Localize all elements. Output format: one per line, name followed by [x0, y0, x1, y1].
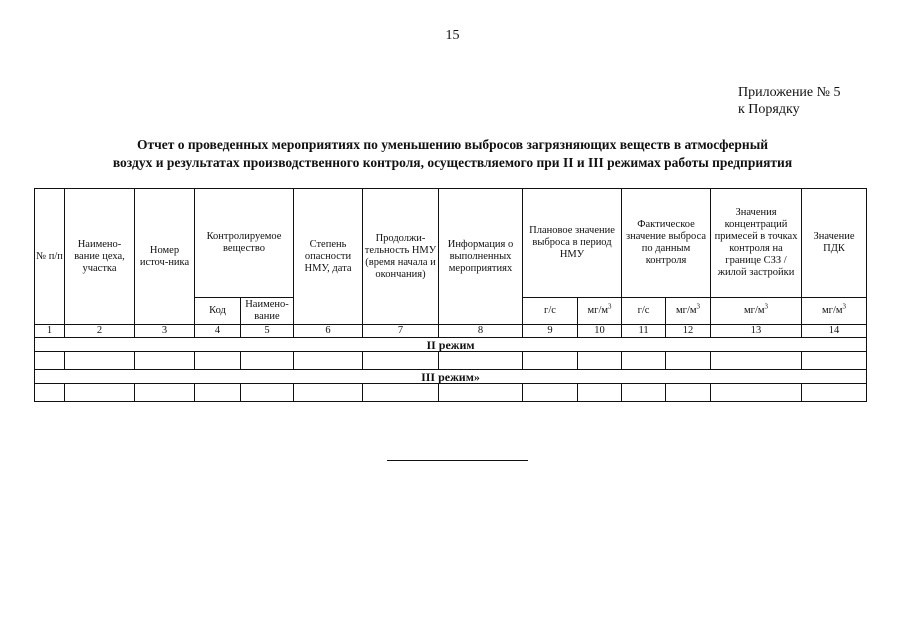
empty-cell	[622, 352, 666, 370]
empty-cell	[294, 352, 363, 370]
header-num: № п/п	[35, 189, 65, 325]
subheader-substance-name: Наимено-вание	[241, 298, 294, 325]
report-title	[40, 136, 865, 172]
empty-cell	[578, 384, 622, 402]
empty-cell	[65, 352, 135, 370]
empty-cell	[195, 384, 241, 402]
column-number: 1	[35, 325, 65, 338]
header-row	[35, 189, 867, 298]
empty-cell	[711, 384, 802, 402]
column-number: 2	[65, 325, 135, 338]
header-duration: Продолжи-тельность НМУ (время начала и окончания)	[363, 189, 439, 325]
empty-cell	[135, 384, 195, 402]
header-hazard-level: Степень опасности НМУ, дата	[294, 189, 363, 325]
header-source-number: Номер источ-ника	[135, 189, 195, 325]
header-controlled-substance: Контролируемое вещество	[195, 189, 294, 298]
column-number: 13	[711, 325, 802, 338]
unit-text: мг/м	[744, 305, 765, 316]
appendix-reference	[738, 84, 841, 118]
column-number: 4	[195, 325, 241, 338]
column-number: 6	[294, 325, 363, 338]
page-number: 15	[445, 28, 460, 43]
column-number: 12	[666, 325, 711, 338]
empty-cell	[294, 384, 363, 402]
empty-cell	[523, 384, 578, 402]
empty-cell	[802, 352, 867, 370]
mode-3-label: III режим»	[35, 370, 867, 384]
column-number: 10	[578, 325, 622, 338]
mode-3-row	[35, 370, 867, 384]
empty-cell	[241, 384, 294, 402]
empty-cell	[666, 352, 711, 370]
header-pdk: Значение ПДК	[802, 189, 867, 298]
column-numbers-row	[35, 325, 867, 338]
subheader-code: Код	[195, 298, 241, 325]
empty-cell	[711, 352, 802, 370]
empty-cell	[439, 384, 523, 402]
header-planned-emission: Плановое значение выброса в период НМУ	[523, 189, 622, 298]
column-number: 5	[241, 325, 294, 338]
unit-exponent: 3	[764, 302, 769, 311]
subheader-actual-mgm	[666, 298, 711, 325]
header-measures-info: Информация о выполненных мероприятиях	[439, 189, 523, 325]
empty-data-row	[35, 384, 867, 402]
mode-2-row	[35, 338, 867, 352]
unit-exponent: 3	[696, 302, 701, 311]
column-number: 7	[363, 325, 439, 338]
empty-cell	[241, 352, 294, 370]
empty-cell	[666, 384, 711, 402]
subheader-pdk-unit	[802, 298, 867, 325]
closing-rule-line	[387, 460, 528, 461]
empty-cell	[363, 384, 439, 402]
empty-cell	[35, 384, 65, 402]
unit-text: мг/м	[676, 305, 697, 316]
empty-cell	[523, 352, 578, 370]
unit-text: мг/м	[822, 305, 843, 316]
header-actual-emission: Фактическое значение выброса по данным контроля	[622, 189, 711, 298]
column-number: 9	[523, 325, 578, 338]
empty-cell	[622, 384, 666, 402]
unit-exponent: 3	[842, 302, 847, 311]
empty-cell	[135, 352, 195, 370]
empty-cell	[439, 352, 523, 370]
empty-cell	[195, 352, 241, 370]
appendix-line-2: к Порядку	[738, 102, 800, 117]
empty-cell	[802, 384, 867, 402]
empty-cell	[65, 384, 135, 402]
unit-exponent: 3	[608, 302, 612, 311]
empty-cell	[578, 352, 622, 370]
empty-cell	[35, 352, 65, 370]
appendix-line-1: Приложение № 5	[738, 85, 841, 100]
header-concentration: Значения концентраций примесей в точках контроля на границе СЗЗ / жилой застройки	[711, 189, 802, 298]
title-line-1: Отчет о проведенных мероприятиях по уменьшению выбросов загрязняющих веществ в атмосферный	[136, 137, 769, 152]
column-number: 3	[135, 325, 195, 338]
column-number: 8	[439, 325, 523, 338]
empty-cell	[363, 352, 439, 370]
subheader-conc-unit	[711, 298, 802, 325]
column-number: 11	[622, 325, 666, 338]
report-table	[34, 188, 867, 402]
mode-2-label: II режим	[35, 338, 867, 352]
title-line-2: воздух и результатах производственного контроля, осуществляемого при II и III режимах работы предприятия	[112, 155, 793, 170]
subheader-actual-gs: г/с	[622, 298, 666, 325]
empty-data-row	[35, 352, 867, 370]
subheader-planned-gs: г/с	[523, 298, 578, 325]
unit-text: мг/м	[587, 305, 609, 316]
subheader-planned-mgm	[578, 298, 622, 325]
header-workshop-name: Наимено-вание цеха, участка	[65, 189, 135, 325]
column-number: 14	[802, 325, 867, 338]
